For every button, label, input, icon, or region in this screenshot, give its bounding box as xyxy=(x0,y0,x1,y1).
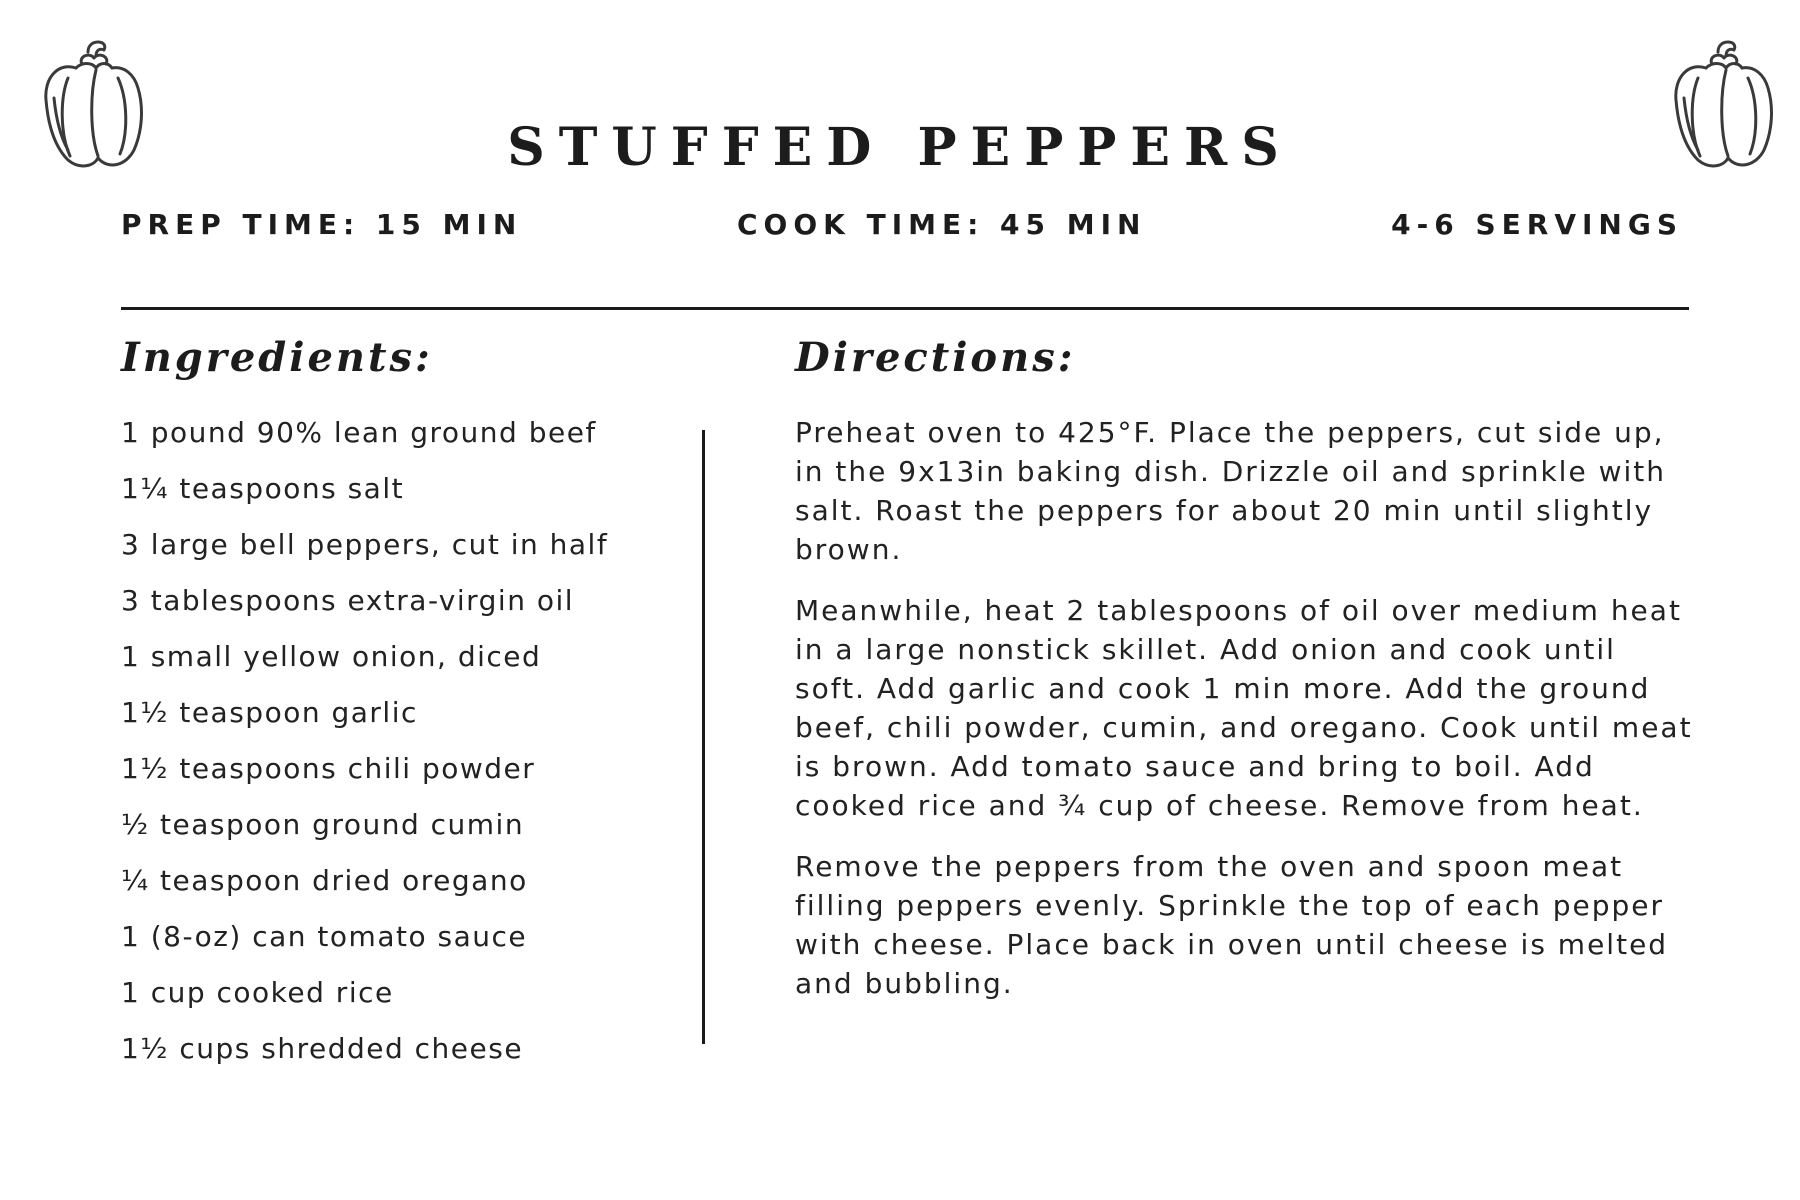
ingredient-item: 1 pound 90% lean ground beef xyxy=(121,416,597,449)
column-divider xyxy=(702,430,705,1044)
ingredient-item: ½ teaspoon ground cumin xyxy=(121,808,525,841)
ingredient-item: 1½ cups shredded cheese xyxy=(121,1032,524,1065)
ingredients-list xyxy=(121,405,691,1077)
ingredient-item: 1½ teaspoon garlic xyxy=(121,696,418,729)
recipe-title: STUFFED PEPPERS xyxy=(507,117,1293,178)
ingredient-item: 3 tablespoons extra-virgin oil xyxy=(121,584,575,617)
prep-time: PREP TIME: 15 MIN xyxy=(121,208,523,241)
cook-time: COOK TIME: 45 MIN xyxy=(737,208,1147,241)
direction-step: Remove the peppers from the oven and spoon meat filling peppers evenly. Sprinkle the top of each pepper with cheese. Place back in oven until cheese is melted and bubbling. xyxy=(795,850,1669,1000)
ingredient-item: ¼ teaspoon dried oregano xyxy=(121,864,528,897)
ingredient-item: 1 cup cooked rice xyxy=(121,976,394,1009)
direction-step: Meanwhile, heat 2 tablespoons of oil over medium heat in a large nonstick skillet. Add onion and cook until soft. Add garlic and cook 1 min more. Add the ground beef, chili powder, cumin, and oregano. Cook until meat is brown. Add tomato sauce and bring to boil. Add cooked rice and ¾ cup of cheese. Remove from heat. xyxy=(795,594,1693,822)
directions-heading: Directions: xyxy=(795,334,1076,381)
ingredient-item: 1 (8-oz) can tomato sauce xyxy=(121,920,528,953)
directions-body xyxy=(795,413,1695,1025)
ingredient-item: 1 small yellow onion, diced xyxy=(121,640,542,673)
ingredient-item: 1½ teaspoons chili powder xyxy=(121,752,536,785)
ingredient-item: 3 large bell peppers, cut in half xyxy=(121,528,609,561)
ingredient-item: 1¼ teaspoons salt xyxy=(121,472,405,505)
direction-step: Preheat oven to 425°F. Place the peppers, cut side up, in the 9x13in baking dish. Drizzle oil and sprinkle with salt. Roast the peppers for about 20 min until slightly brown. xyxy=(795,416,1666,566)
header-divider xyxy=(121,307,1689,310)
servings: 4-6 SERVINGS xyxy=(1391,208,1683,241)
ingredients-heading: Ingredients: xyxy=(121,334,433,381)
